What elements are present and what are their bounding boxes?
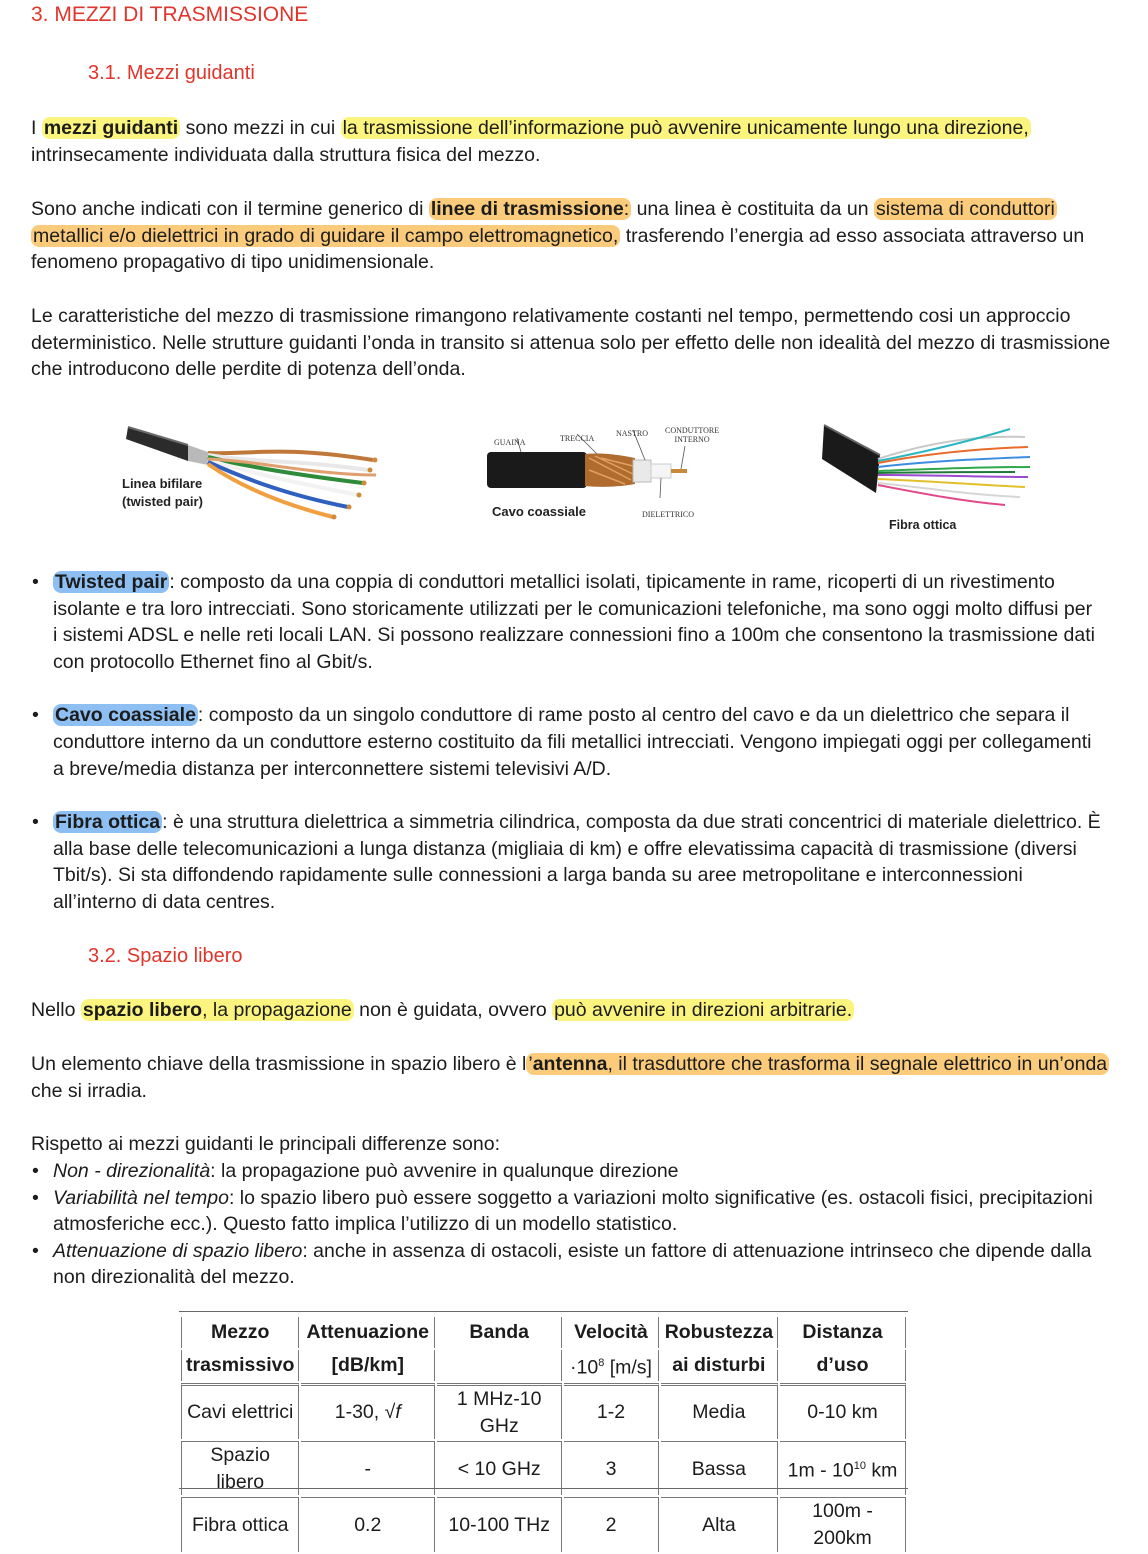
list-item-attenuazione: • Attenuazione di spazio libero: anche in assenza di ostacoli, esiste un fattore di attenuazione intrinseco che dipende dalla non direzionalità del mezzo. [31, 1238, 1101, 1291]
figure-fibra-ottica [820, 415, 1035, 535]
twisted-pair-cable-icon [118, 415, 388, 530]
cell-robustezza: Alta [661, 1497, 778, 1551]
section-title-spazio-libero: 3.2. Spazio libero [88, 945, 243, 967]
cell-robustezza: Media [661, 1383, 778, 1439]
cell-banda: 10-100 THz [437, 1497, 562, 1551]
caption-twisted-pair: (twisted pair) [122, 494, 203, 509]
term-mezzi-guidanti: mezzi guidanti [43, 117, 179, 139]
cell-attenuazione: 1-30, √f [301, 1383, 435, 1439]
table-header-row-2 [181, 1350, 906, 1381]
cell-mezzo: Spazio libero [181, 1441, 299, 1495]
label-nastro: NASTRO [616, 429, 649, 438]
paragraph-caratteristiche: Le caratteristiche del mezzo di trasmissione rimangono relativamente costanti nel tempo, permettendo cosi un approccio deterministico. Nelle strutture guidanti l’onda in transito si attenua solo per effetto delle non idealità del mezzo di trasmissione che introducono delle perdite di potenza dell’onda. [31, 305, 1111, 381]
list-item-non-direzionalita: • Non - direzionalità: la propagazione può avvenire in qualunque direzione [31, 1158, 1101, 1185]
cell-distanza: 0-10 km [780, 1383, 906, 1439]
cell-mezzo: Fibra ottica [181, 1497, 299, 1551]
cell-attenuazione: - [301, 1441, 435, 1495]
section-title-mezzi-guidanti: 3.1. Mezzi guidanti [88, 62, 255, 84]
header-velocita: Velocità [564, 1317, 658, 1348]
header-mezzo: Mezzo [181, 1317, 299, 1348]
header-trasmissivo: trasmissivo [181, 1350, 299, 1381]
header-banda: Banda [437, 1317, 562, 1348]
table-header-row [181, 1317, 906, 1348]
optical-fiber-bundle-icon [820, 415, 1035, 510]
caption-cavo-coassiale: Cavo coassiale [492, 504, 586, 519]
cell-velocita: 2 [564, 1497, 658, 1551]
comparison-table [179, 1311, 908, 1550]
term-spazio-libero: spazio libero [82, 999, 203, 1021]
header-db-km: [dB/km] [301, 1350, 435, 1381]
list-item-variabilita: • Variabilità nel tempo: lo spazio libero può essere soggetto a variazioni molto significative (es. ostacoli fisici, precipitazioni atmosferiche ecc.). Questo fatto implica l’utilizzo di un modello statistico. [31, 1185, 1101, 1238]
label-treccia: TRECCIA [560, 434, 595, 443]
comparison-table-grid [179, 1315, 908, 1554]
list-mezzi-guidanti [31, 569, 1101, 916]
label-dielettrico: DIELETTRICO [642, 510, 694, 519]
header-banda-empty [437, 1350, 562, 1381]
list-differenze [31, 1158, 1101, 1291]
header-distanza: Distanza [780, 1317, 906, 1348]
header-velocita-unit: $\cdot 10^8$ [m/s] [564, 1350, 658, 1381]
paragraph-antenna: Un elemento chiave della trasmissione in spazio libero è l ’antenna, il trasduttore che trasforma il segnale elettrico in un’onda che si irradia. [31, 1053, 1108, 1102]
paragraph-differenze: Rispetto ai mezzi guidanti le principali differenze sono: [31, 1133, 500, 1155]
cell-velocita: 1-2 [564, 1383, 658, 1439]
cell-velocita: 3 [564, 1441, 658, 1495]
caption-fibra-ottica: Fibra ottica [889, 518, 957, 532]
figure-twisted-pair [118, 415, 388, 530]
label-guaina: GUAINA [494, 438, 526, 447]
header-attenuazione: Attenuazione [301, 1317, 435, 1348]
cell-distanza: 100m - 200km [780, 1497, 906, 1551]
cell-attenuazione: 0.2 [301, 1497, 435, 1551]
label-conduttore-interno: CONDUTTORE INTERNO [665, 426, 720, 444]
paragraph-linee-trasmissione: Sono anche indicati con il termine generico di linee di trasmissione: una linea è costituita da un sistema di conduttori metallici e/o dielettrici in grado di guidare il campo elettromagnetico, trasferendo l’energia ad esso associata attraverso un fenomeno propagativo di tipo unidimensionale. [31, 198, 1085, 274]
paragraph-mezzi-guidanti: I mezzi guidanti sono mezzi in cui la trasmissione dell’informazione può avvenire unicamente lungo una direzione, intrinsecamente individuata dalla struttura fisica del mezzo. [31, 117, 1029, 166]
cell-mezzo: Cavi elettrici [181, 1383, 299, 1439]
table-row [181, 1383, 906, 1439]
header-ai-disturbi: ai disturbi [661, 1350, 778, 1381]
chapter-title: 3. MEZZI DI TRASMISSIONE [31, 3, 309, 26]
cell-banda: < 10 GHz [437, 1441, 562, 1495]
figure-cavo-coassiale [485, 418, 725, 518]
cell-banda: 1 MHz-10 GHz [437, 1383, 562, 1439]
table-row [181, 1441, 906, 1495]
term-linee-trasmissione: linee di trasmissione [430, 198, 624, 220]
header-duso: d’uso [780, 1350, 906, 1381]
header-robustezza: Robustezza [661, 1317, 778, 1348]
term-antenna: antenna [532, 1053, 608, 1075]
paragraph-spazio-libero: Nello spazio libero, la propagazione non è guidata, ovvero può avvenire in direzioni arbitrarie. [31, 999, 853, 1021]
list-item-fibra-ottica: • Fibra ottica : è una struttura dielettrica a simmetria cilindrica, composta da due strati concentrici di materiale dielettrico. È alla base delle telecomunicazioni a lunga distanza (migliaia di km) e offre elevatissima capacità di trasmissione (diversi Tbit/s). Si sta diffondendo rapidamente sulle connessioni a larga banda su aree metropolitane e interconnessioni all’interno di data centres. [31, 809, 1101, 915]
list-item-cavo-coassiale: • Cavo coassiale : composto da un singolo conduttore di rame posto al centro del cavo e da un dielettrico che separa il conduttore interno da un conduttore esterno costituito da fili metallici intrecciati. Vengono impiegati oggi per collegamenti a breve/media distanza per interconnettere sistemi televisivi A/D. [31, 702, 1101, 782]
list-item-twisted-pair: • Twisted pair : composto da una coppia di conduttori metallici isolati, tipicamente in rame, ricoperti di un rivestimento isolante e tra loro intrecciati. Sono storicamente utilizzati per le comunicazioni telefoniche, ma sono oggi molto diffusi per i sistemi ADSL e nelle reti locali LAN. Si possono realizzare connessioni fino a 100m che consentono la trasmissione dati con protocollo Ethernet fino al Gbit/s. [31, 569, 1101, 675]
cell-distanza: $1m - 10^{10}$ km [780, 1441, 906, 1495]
cell-robustezza: Bassa [661, 1441, 778, 1495]
caption-linea-bifilare: Linea bifilare [122, 476, 203, 491]
